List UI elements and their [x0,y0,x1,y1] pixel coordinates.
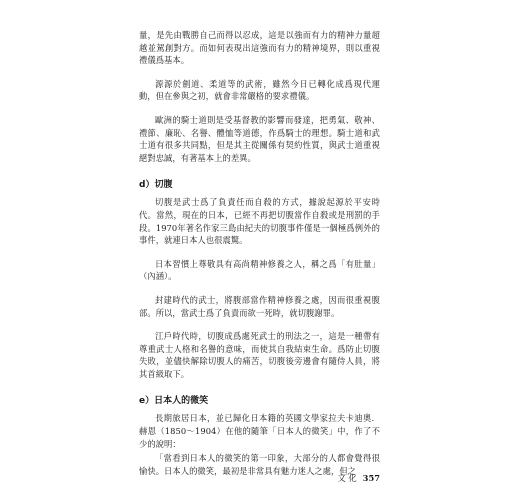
page-footer [300,472,380,484]
section-heading-d: d）切腹 [139,180,173,191]
paragraph: 量，是先由戰勝自己而得以忍成，這是以強而有力的精神力量超越並駕創對方。而如何表現出這強而有力的精神境界，則以重視禮儀爲基本。 [139,30,380,66]
text-column [139,29,380,488]
section-heading-e: e）日本人的微笑 [139,396,209,407]
paragraph: 歐洲的騎士道則是受基督教的影響而發達，把勇氣、敬神、禮節、廉恥、名譽、體恤等道德，作爲騎士的理想。騎士道和武士道有很多共同點，但是其主從關係有契約性質，與武士道重視絕對忠誠，有著基本上的差異。 [139,114,380,163]
chapter-label: 文 化 [337,473,357,483]
paragraph: 長期旅居日本，並已歸化日本籍的英國文學家拉夫卡迪奧．赫恩（1850～1904）在他的隨筆「日本人的微笑」中，作了不少的說明： [139,413,380,449]
paragraph: 「當看到日本人的微笑的第一印象，大部分的人都會覺得很愉快。日本人的微笑，最初是非常具有魅力迷人之處，但之 [139,453,380,476]
page-number: 357 [362,473,380,483]
paragraph: 源源於劍道、柔道等的武術，雖然今日已轉化成爲現代運動，但在參與之初，就會非常嚴格的要求禮儀。 [139,78,380,102]
paragraph: 日本習慣上尊敬具有高尚精神修養之人，稱之爲「有肚量」（內涵）。 [139,258,380,282]
paragraph: 江戶時代時，切腹成爲處死武士的刑法之一，這是一種帶有尊重武士人格和名譽的意味，而使其自我結束生命。爲防止切腹失敗，並儘快解除切腹人的痛苦，切腹後旁邊會有隨侍人員，將其首級取下。 [139,331,380,379]
paragraph: 切腹是武士爲了負責任而自殺的方式，據說起源於平安時代。當然，現在的日本，已經不再把切腹當作自殺或是刑罰的手段。1970年著名作家三島由紀夫的切腹事件僅是一個極爲例外的事件，就連日本人也很震驚。 [139,197,380,246]
paragraph: 封建時代的武士，將腹部當作精神修養之處，因而很重視腹部。所以，當武士爲了負責而欲一死時，就切腹謝罪。 [139,294,380,318]
